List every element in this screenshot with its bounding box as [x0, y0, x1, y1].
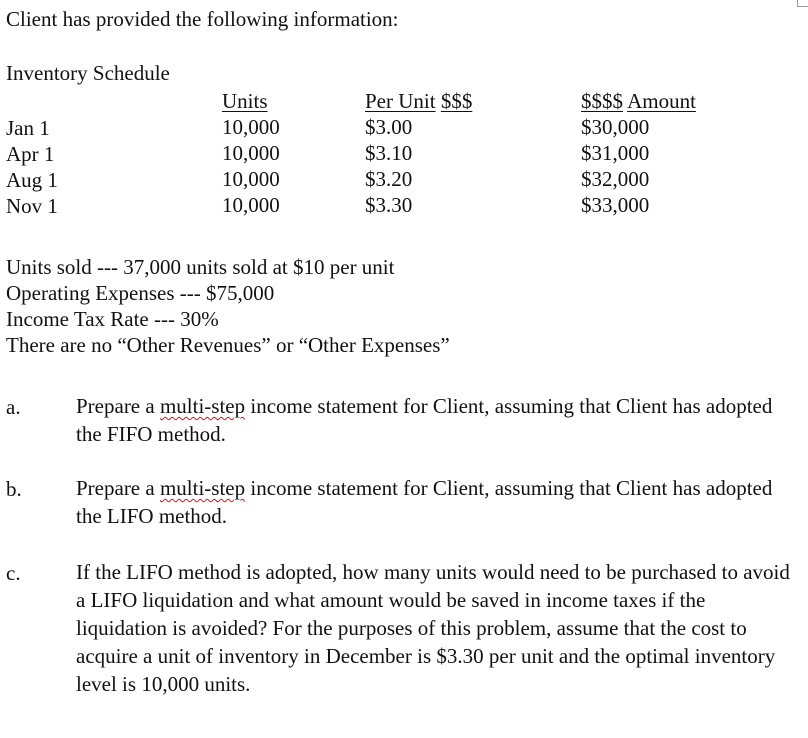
intro-text: Client has provided the following information: — [6, 7, 399, 31]
question-b-text: Prepare a multi-step income statement for Client, assuming that Client has adopted the LIFO method. — [76, 476, 773, 528]
row-date: Apr 1 — [6, 142, 55, 166]
schedule-title: Inventory Schedule — [6, 61, 170, 85]
fact-no-other: There are no “Other Revenues” or “Other Expenses” — [6, 333, 450, 357]
question-a-label: a. — [6, 395, 21, 419]
row-per-unit: $3.10 — [365, 141, 413, 165]
per-unit-header-label: Per Unit — [365, 89, 436, 113]
spellcheck-flag: multi-step — [159, 394, 246, 418]
fact-operating-expenses: Operating Expenses --- $75,000 — [6, 281, 275, 305]
per-unit-column — [365, 88, 472, 218]
row-units: 10,000 — [222, 141, 280, 165]
amount-column — [581, 88, 696, 218]
question-c-label: c. — [6, 561, 21, 585]
row-per-unit: $3.20 — [365, 167, 413, 191]
facts-list — [6, 254, 450, 358]
page-corner-mark — [797, 0, 808, 7]
amount-header-label: Amount — [627, 89, 696, 113]
amount-header-symbol: $$$$ — [581, 89, 623, 113]
units-column — [222, 88, 280, 218]
row-amount: $33,000 — [581, 193, 650, 217]
row-units: 10,000 — [222, 193, 280, 217]
amount-header — [581, 88, 696, 114]
row-amount: $32,000 — [581, 167, 650, 191]
question-c-text: If the LIFO method is adopted, how many units would need to be purchased to avoid a LIFO liquidation and what amount would be saved in income taxes if the liquidation is avoided? For the purposes of this problem, assume that the cost to acquire a unit of inventory in December is $3.30 per unit and the optimal inventory level is 10,000 units. — [76, 560, 790, 696]
units-header: Units — [222, 89, 268, 113]
row-per-unit: $3.00 — [365, 115, 413, 139]
spellcheck-flag: multi-step — [159, 476, 246, 500]
date-column — [6, 115, 58, 219]
row-amount: $31,000 — [581, 141, 650, 165]
question-a-text: Prepare a multi-step income statement for Client, assuming that Client has adopted the FIFO method. — [76, 394, 773, 446]
fact-income-tax-rate: Income Tax Rate --- 30% — [6, 307, 219, 331]
row-units: 10,000 — [222, 115, 280, 139]
row-date: Jan 1 — [6, 116, 50, 140]
per-unit-header-symbol: $$$ — [440, 89, 473, 113]
row-amount: $30,000 — [581, 115, 650, 139]
fact-units-sold: Units sold --- 37,000 units sold at $10 per unit — [6, 255, 395, 279]
row-date: Nov 1 — [6, 194, 58, 218]
question-b-label: b. — [6, 477, 22, 501]
per-unit-header — [365, 88, 472, 114]
row-date: Aug 1 — [6, 168, 58, 192]
row-units: 10,000 — [222, 167, 280, 191]
row-per-unit: $3.30 — [365, 193, 413, 217]
